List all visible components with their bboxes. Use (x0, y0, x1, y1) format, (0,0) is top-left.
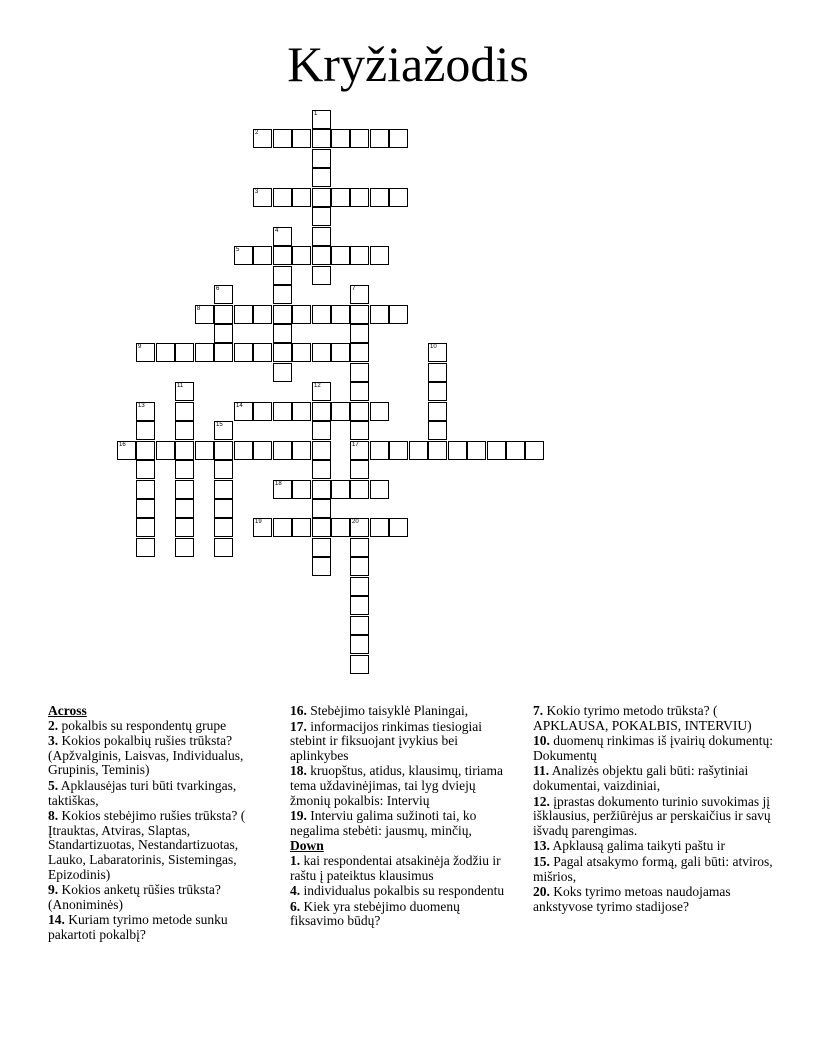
clue-3 (48, 734, 273, 778)
clue-10 (533, 734, 773, 763)
crossword-cell[interactable] (273, 518, 292, 537)
clue-number: 9. (48, 882, 59, 898)
clue-16 (290, 704, 515, 719)
clue-text: individualus pokalbis su respondentu (300, 883, 505, 899)
crossword-cell[interactable] (312, 402, 331, 421)
crossword-cell[interactable] (234, 343, 253, 362)
crossword-cell[interactable] (409, 441, 428, 460)
clue-9 (48, 883, 273, 912)
crossword-cell[interactable] (331, 480, 350, 499)
clue-number: 17. (290, 718, 307, 734)
crossword-cell[interactable] (136, 499, 155, 518)
crossword-cell[interactable] (214, 343, 233, 362)
crossword-cell[interactable] (273, 363, 292, 382)
crossword-cell[interactable] (389, 129, 408, 148)
crossword-cell[interactable] (292, 305, 311, 324)
clue-13 (533, 839, 773, 854)
clue-8 (48, 809, 273, 882)
crossword-cell[interactable] (350, 421, 369, 440)
clue-18 (290, 764, 515, 808)
crossword-cell[interactable] (292, 480, 311, 499)
crossword-cell[interactable] (350, 305, 369, 324)
across-heading: Across (48, 703, 87, 718)
crossword-cell[interactable] (312, 188, 331, 207)
cell-number: 13 (138, 403, 145, 409)
crossword-cell[interactable] (350, 538, 369, 557)
crossword-cell[interactable] (428, 402, 447, 421)
crossword-cell[interactable] (175, 382, 194, 401)
clue-column-2 (290, 704, 515, 930)
crossword-cell[interactable] (428, 363, 447, 382)
crossword-cell[interactable] (370, 188, 389, 207)
crossword-cell[interactable] (312, 557, 331, 576)
page-title: Kryžiažodis (287, 36, 529, 92)
crossword-cell[interactable] (195, 305, 214, 324)
clue-text: Stebėjimo taisyklė Planingai, (306, 703, 469, 718)
cell-number: 3 (255, 189, 259, 195)
crossword-cell[interactable] (350, 285, 369, 304)
crossword-cell[interactable] (428, 382, 447, 401)
crossword-cell[interactable] (389, 518, 408, 537)
clue-20 (533, 885, 773, 914)
crossword-cell[interactable] (273, 285, 292, 304)
crossword-cell[interactable] (467, 441, 486, 460)
crossword-cell[interactable] (175, 402, 194, 421)
crossword-cell[interactable] (292, 246, 311, 265)
crossword-cell[interactable] (350, 635, 369, 654)
crossword-cell[interactable] (331, 343, 350, 362)
crossword-cell[interactable] (350, 188, 369, 207)
crossword-cell[interactable] (312, 246, 331, 265)
crossword-cell[interactable] (273, 129, 292, 148)
crossword-cell[interactable] (428, 421, 447, 440)
crossword-cell[interactable] (350, 402, 369, 421)
clue-text: duomenų rinkimas iš įvairių dokumentų: Dokumentų (533, 733, 773, 763)
crossword-cell[interactable] (331, 246, 350, 265)
clue-column-1 (48, 704, 273, 944)
crossword-cell[interactable] (273, 227, 292, 246)
clue-number: 20. (533, 884, 550, 900)
crossword-cell[interactable] (273, 402, 292, 421)
crossword-cell[interactable] (195, 343, 214, 362)
clue-number: 12. (533, 793, 550, 809)
cell-number: 15 (216, 422, 223, 428)
clue-number: 16. (290, 703, 307, 718)
clue-text: Apklausėjas turi būti tvarkingas, taktiškas, (48, 777, 237, 808)
clue-number: 10. (533, 733, 550, 749)
crossword-cell[interactable] (136, 343, 155, 362)
crossword-cell[interactable] (350, 480, 369, 499)
clue-number: 1. (290, 852, 301, 868)
crossword-cell[interactable] (253, 305, 272, 324)
crossword-cell[interactable] (350, 518, 369, 537)
cell-number: 14 (236, 403, 243, 409)
cell-number: 9 (138, 344, 142, 350)
crossword-cell[interactable] (214, 480, 233, 499)
crossword-cell[interactable] (253, 188, 272, 207)
crossword-cell[interactable] (428, 441, 447, 460)
crossword-cell[interactable] (389, 441, 408, 460)
crossword-cell[interactable] (214, 285, 233, 304)
crossword-cell[interactable] (312, 499, 331, 518)
crossword-cell[interactable] (331, 305, 350, 324)
crossword-cell[interactable] (253, 246, 272, 265)
clue-number: 18. (290, 763, 307, 779)
clue-text: Kiek yra stebėjimo duomenų fiksavimo būdų? (290, 898, 460, 929)
clue-17 (290, 720, 515, 764)
crossword-cell[interactable] (312, 343, 331, 362)
crossword-cell[interactable] (350, 129, 369, 148)
crossword-cell[interactable] (389, 305, 408, 324)
crossword-cell[interactable] (312, 441, 331, 460)
crossword-cell[interactable] (214, 499, 233, 518)
crossword-cell[interactable] (234, 305, 253, 324)
crossword-cell[interactable] (175, 343, 194, 362)
cell-number: 11 (177, 383, 184, 389)
crossword-cell[interactable] (292, 402, 311, 421)
cell-number: 1 (314, 111, 318, 117)
crossword-cell[interactable] (234, 402, 253, 421)
crossword-cell[interactable] (214, 324, 233, 343)
crossword-cell[interactable] (214, 305, 233, 324)
cell-number: 12 (314, 383, 321, 389)
crossword-cell[interactable] (273, 324, 292, 343)
clue-text: pokalbis su respondentų grupe (58, 717, 227, 733)
crossword-cell[interactable] (273, 188, 292, 207)
crossword-cell[interactable] (350, 441, 369, 460)
cell-number: 19 (255, 519, 262, 525)
crossword-cell[interactable] (292, 518, 311, 537)
crossword-cell[interactable] (292, 343, 311, 362)
crossword-cell[interactable] (175, 441, 194, 460)
clue-text: Apklausą galima taikyti paštu ir (549, 838, 725, 854)
clue-text: įprastas dokumento turinio suvokimas jį išklausius, peržiūrėjus ar perskaičius ir savų išvadų parengimas. (533, 793, 771, 838)
crossword-cell[interactable] (253, 518, 272, 537)
crossword-cell[interactable] (273, 266, 292, 285)
crossword-cell[interactable] (253, 343, 272, 362)
crossword-cell[interactable] (350, 382, 369, 401)
crossword-cell[interactable] (117, 441, 136, 460)
clue-number: 8. (48, 808, 59, 824)
crossword-cell[interactable] (370, 480, 389, 499)
crossword-cell[interactable] (312, 421, 331, 440)
crossword-cell[interactable] (195, 441, 214, 460)
crossword-cell[interactable] (253, 402, 272, 421)
cell-number: 5 (236, 247, 240, 253)
crossword-cell[interactable] (136, 480, 155, 499)
crossword-cell[interactable] (370, 441, 389, 460)
crossword-cell[interactable] (350, 557, 369, 576)
crossword-cell[interactable] (370, 305, 389, 324)
crossword-cell[interactable] (448, 441, 467, 460)
clue-5 (48, 779, 273, 808)
clue-column-3 (533, 704, 773, 915)
crossword-cell[interactable] (312, 168, 331, 187)
crossword-cell[interactable] (350, 363, 369, 382)
down-heading: Down (290, 838, 324, 854)
crossword-cell[interactable] (312, 129, 331, 148)
clue-15 (533, 855, 773, 884)
crossword-cell[interactable] (136, 460, 155, 479)
crossword-cell[interactable] (312, 518, 331, 537)
crossword-cell[interactable] (136, 402, 155, 421)
crossword-cell[interactable] (350, 460, 369, 479)
crossword-cell[interactable] (370, 518, 389, 537)
clue-text: Interviu galima sužinoti tai, ko negalima stebėti: jausmų, minčių, (290, 808, 477, 838)
crossword-cell[interactable] (136, 538, 155, 557)
crossword-cell[interactable] (312, 207, 331, 226)
crossword-cell[interactable] (214, 421, 233, 440)
crossword-cell[interactable] (331, 518, 350, 537)
clue-4 (290, 884, 515, 899)
cell-number: 16 (119, 442, 126, 448)
crossword-cell[interactable] (175, 460, 194, 479)
clue-number: 5. (48, 777, 59, 793)
crossword-cell[interactable] (175, 421, 194, 440)
crossword-cell[interactable] (253, 129, 272, 148)
clue-number: 13. (533, 838, 550, 854)
crossword-cell[interactable] (350, 343, 369, 362)
crossword-cell[interactable] (273, 246, 292, 265)
crossword-cell[interactable] (350, 577, 369, 596)
crossword-cell[interactable] (156, 441, 175, 460)
crossword-cell[interactable] (136, 518, 155, 537)
crossword-cell[interactable] (331, 129, 350, 148)
clue-text: informacijos rinkimas tiesiogiai stebint ir fiksuojant įvykius bei aplinkybes (290, 718, 482, 763)
crossword-cell[interactable] (175, 538, 194, 557)
crossword-cell[interactable] (136, 441, 155, 460)
clue-text: Kokios pokalbių rušies trūksta? (Apžvalginis, Laisvas, Individualus, Grupinis, Teminis) (48, 733, 244, 778)
crossword-cell[interactable] (312, 382, 331, 401)
crossword-cell[interactable] (292, 441, 311, 460)
crossword-cell[interactable] (370, 129, 389, 148)
crossword-cell[interactable] (331, 402, 350, 421)
clue-7 (533, 704, 773, 733)
cell-number: 6 (216, 286, 220, 292)
crossword-cell[interactable] (312, 460, 331, 479)
clue-text: Koks tyrimo metoas naudojamas ankstyvose tyrimo stadijose? (533, 884, 731, 914)
clue-6 (290, 900, 515, 929)
clue-text: Kokio tyrimo metodo trūksta? ( APKLAUSA, POKALBIS, INTERVIU) (533, 703, 752, 733)
crossword-cell[interactable] (253, 441, 272, 460)
cell-number: 10 (430, 344, 437, 350)
crossword-cell[interactable] (370, 246, 389, 265)
cell-number: 18 (275, 481, 282, 487)
clue-text: kruopštus, atidus, klausimų, tiriama tema uždavinėjimas, tai lyg dviejų žmonių pokalbis: Intervių (290, 763, 503, 808)
clue-text: Pagal atsakymo formą, gali būti: atviros, mišrios, (533, 853, 773, 884)
clue-text: kai respondentai atsakinėja žodžiu ir raštu į pateiktus klausimus (290, 852, 501, 883)
crossword-cell[interactable] (234, 441, 253, 460)
crossword-cell[interactable] (175, 480, 194, 499)
crossword-cell[interactable] (234, 246, 253, 265)
cell-number: 17 (352, 442, 359, 448)
crossword-cell[interactable] (273, 343, 292, 362)
crossword-cell[interactable] (312, 110, 331, 129)
cell-number: 4 (275, 228, 279, 234)
crossword-cell[interactable] (312, 266, 331, 285)
clue-14 (48, 913, 273, 942)
clue-11 (533, 764, 773, 793)
clue-number: 4. (290, 883, 301, 899)
clue-text: Analizės objektu gali būti: rašytiniai dokumentai, vaizdiniai, (533, 763, 749, 793)
clue-number: 6. (290, 898, 301, 914)
crossword-cell[interactable] (312, 480, 331, 499)
clue-19 (290, 809, 515, 838)
clue-number: 3. (48, 733, 59, 749)
clue-1 (290, 854, 515, 883)
clue-number: 7. (533, 703, 544, 718)
crossword-cell[interactable] (312, 538, 331, 557)
crossword-cell[interactable] (214, 460, 233, 479)
crossword-cell[interactable] (350, 596, 369, 615)
crossword-cell[interactable] (350, 246, 369, 265)
cell-number: 7 (352, 286, 356, 292)
crossword-cell[interactable] (350, 616, 369, 635)
crossword-cell[interactable] (350, 655, 369, 674)
cell-number: 8 (197, 306, 201, 312)
crossword-cell[interactable] (214, 441, 233, 460)
clue-number: 11. (533, 763, 550, 779)
crossword-cell[interactable] (506, 441, 525, 460)
crossword-cell[interactable] (292, 188, 311, 207)
crossword-cell[interactable] (273, 305, 292, 324)
clue-number: 2. (48, 717, 59, 733)
crossword-cell[interactable] (214, 538, 233, 557)
clue-12 (533, 795, 773, 839)
crossword-cell[interactable] (273, 480, 292, 499)
crossword-cell[interactable] (312, 305, 331, 324)
clue-text: Kokios anketų rūšies trūksta? (Anoniminės) (48, 882, 221, 912)
crossword-cell[interactable] (292, 129, 311, 148)
clue-number: 14. (48, 912, 65, 928)
crossword-cell[interactable] (370, 402, 389, 421)
crossword-cell[interactable] (487, 441, 506, 460)
crossword-cell[interactable] (214, 518, 233, 537)
clue-number: 19. (290, 808, 307, 824)
crossword-cell[interactable] (525, 441, 544, 460)
clue-number: 15. (533, 853, 550, 869)
crossword-cell[interactable] (428, 343, 447, 362)
crossword-cell[interactable] (175, 518, 194, 537)
cell-number: 20 (352, 519, 359, 525)
clue-text: Kokios stebėjimo rušies trūksta? ( Įtrauktas, Atviras, Slaptas, Standartizuotas, Nestandartizuotas, Lauko, Labaratorinis, Sistemingas, Epizodinis) (48, 808, 246, 882)
crossword-cell[interactable] (136, 421, 155, 440)
crossword-cell[interactable] (312, 149, 331, 168)
cell-number: 2 (255, 130, 259, 136)
clue-text: Kuriam tyrimo metode sunku pakartoti pokalbį? (48, 912, 228, 942)
crossword-cell[interactable] (331, 188, 350, 207)
crossword-cell[interactable] (389, 188, 408, 207)
crossword-cell[interactable] (273, 441, 292, 460)
crossword-cell[interactable] (312, 227, 331, 246)
crossword-cell[interactable] (350, 324, 369, 343)
crossword-cell[interactable] (156, 343, 175, 362)
crossword-cell[interactable] (175, 499, 194, 518)
clue-2 (48, 719, 273, 734)
